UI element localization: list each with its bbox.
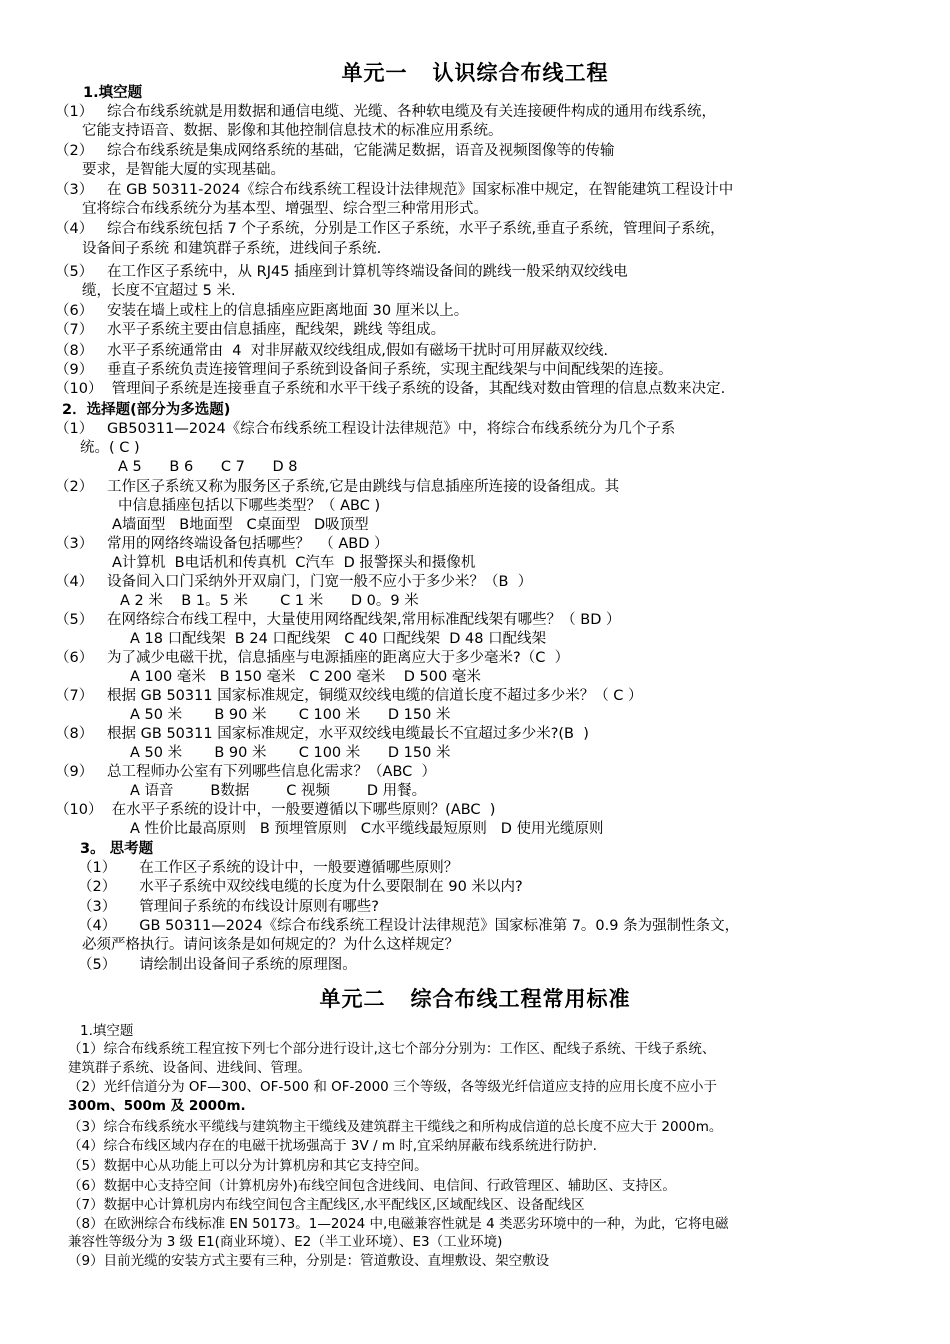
unit2-fill-line: （8）在欧洲综合布线标准 EN 50173。1—2024 中,电磁兼容性就是 4 类恶劣环境中的一种，为此，它将电磁 — [68, 1216, 729, 1232]
unit1-think-heading: 3。 思考题 — [80, 841, 154, 857]
unit1-choice-line: （9） 总工程师办公室有下列哪些信息化需求？（ABC ） — [55, 764, 437, 780]
unit1-fill-line: 宜将综合布线系统分为基本型、增强型、综合型三种常用形式。 — [82, 201, 488, 217]
unit2-fill-line: （7）数据中心计算机房内布线空间包含主配线区,水平配线区,区域配线区、设备配线区 — [68, 1197, 585, 1213]
unit1-fill-line: （2） 综合布线系统是集成网络系统的基础，它能满足数据，语音及视频图像等的传输 — [55, 143, 615, 159]
unit1-choice-line: A 语音 B数据 C 视频 D 用餐。 — [130, 783, 427, 799]
unit1-choice-line: A 2 米 B 1。5 米 C 1 米 D 0。9 米 — [120, 593, 419, 609]
unit1-fill-line: 缆，长度不宜超过 5 米. — [82, 283, 236, 299]
unit1-think-line: （5） 请绘制出设备间子系统的原理图。 — [78, 957, 357, 973]
unit2-title: 单元二 综合布线工程常用标准 — [319, 987, 631, 1011]
unit1-choice-line: （3） 常用的网络终端设备包括哪些？ （ ABD ） — [55, 536, 389, 552]
unit1-choice-line: 统。( C ) — [80, 440, 140, 456]
unit1-fill-line: （6） 安装在墙上或柱上的信息插座应距离地面 30 厘米以上。 — [55, 303, 469, 319]
unit1-fill-line: （9） 垂直子系统负责连接管理间子系统到设备间子系统，实现主配线架与中间配线架的连接。 — [55, 362, 673, 378]
unit1-choice-line: A 18 口配线架 B 24 口配线架 C 40 口配线架 D 48 口配线架 — [130, 631, 547, 647]
unit2-fill-line: 建筑群子系统、设备间、进线间、管理。 — [68, 1060, 311, 1076]
unit1-choice-line: A 50 米 B 90 米 C 100 米 D 150 米 — [130, 707, 451, 723]
unit1-choice-line: （4） 设备间入口门采纳外开双扇门，门宽一般不应小于多少米？（B ） — [55, 574, 533, 590]
unit2-fill-line: 300m、500m 及 2000m. — [68, 1098, 246, 1114]
unit1-fill-line: （3） 在 GB 50311-2024《综合布线系统工程设计法律规范》国家标准中规定，在智能建筑工程设计中 — [55, 182, 734, 198]
unit1-think-line: 必须严格执行。请问该条是如何规定的？为什么这样规定？ — [82, 937, 459, 953]
unit1-choice-heading: 2．选择题(部分为多选题) — [62, 402, 231, 418]
unit2-fill-line: （4）综合布线区域内存在的电磁干扰场强高于 3V / m 时,宜采纳屏蔽布线系统进行防护. — [68, 1138, 597, 1154]
unit2-fill-line: （6）数据中心支持空间（计算机房外)布线空间包含进线间、电信间、行政管理区、辅助区、支持区。 — [68, 1178, 676, 1194]
unit1-choice-line: 中信息插座包括以下哪些类型？（ ABC ) — [118, 498, 381, 514]
unit1-choice-line: A 性价比最高原则 B 预埋管原则 C水平缆线最短原则 D 使用光缆原则 — [130, 821, 604, 837]
unit2-fill-line: （3）综合布线系统水平缆线与建筑物主干缆线及建筑群主干缆线之和所构成信道的总长度不应大于 2000m。 — [68, 1119, 723, 1135]
unit1-choice-line: （5） 在网络综合布线工程中，大量使用网络配线架,常用标准配线架有哪些？（ BD ） — [55, 612, 621, 628]
unit2-fill-heading: 1.填空题 — [80, 1023, 134, 1039]
unit1-choice-line: A墙面型 B地面型 C桌面型 D吸顶型 — [112, 517, 369, 533]
unit1-fill-line: （8） 水平子系统通常由 4 对非屏蔽双绞线组成,假如有磁场干扰时可用屏蔽双绞线. — [55, 343, 608, 359]
unit1-fill-line: 它能支持语音、数据、影像和其他控制信息技术的标准应用系统。 — [82, 123, 503, 139]
unit1-fill-line: 要求，是智能大厦的实现基础。 — [82, 162, 285, 178]
unit1-choice-line: （8） 根据 GB 50311 国家标准规定，水平双绞线电缆最长不宜超过多少米?(B ) — [55, 726, 589, 742]
unit2-fill-line: （5）数据中心从功能上可以分为计算机房和其它支持空间。 — [68, 1158, 428, 1174]
unit2-fill-line: 兼容性等级分为 3 级 E1(商业环境）、E2（半工业环境）、E3（工业环境) — [68, 1234, 503, 1250]
unit1-choice-line: （10） 在水平子系统的设计中，一般要遵循以下哪些原则？(ABC ) — [55, 802, 496, 818]
unit2-fill-line: （9）目前光缆的安装方式主要有三种，分别是：管道敷设、直埋敷设、架空敷设 — [68, 1253, 550, 1269]
unit1-fill-line: （7） 水平子系统主要由信息插座，配线架，跳线 等组成。 — [55, 322, 446, 338]
unit1-choice-line: （6） 为了减少电磁干扰，信息插座与电源插座的距离应大于多少毫米?（C ） — [55, 650, 570, 666]
unit1-think-line: （4） GB 50311—2024《综合布线系统工程设计法律规范》国家标准第 7。0.9 条为强制性条文， — [78, 918, 740, 934]
unit1-fill-line: （10） 管理间子系统是连接垂直子系统和水平干线子系统的设备，其配线对数由管理的信息点数来决定. — [55, 381, 726, 397]
unit1-fill-line: 设备间子系统 和建筑群子系统，进线间子系统. — [82, 241, 382, 257]
unit1-think-line: （1） 在工作区子系统的设计中，一般要遵循哪些原则？ — [78, 860, 459, 876]
unit1-choice-line: （7） 根据 GB 50311 国家标准规定，铜缆双绞线电缆的信道长度不超过多少米？（ C ） — [55, 688, 643, 704]
unit1-choice-line: （1） GB50311—2024《综合布线系统工程设计法律规范》中，将综合布线系统分为几个子系 — [55, 421, 676, 437]
unit1-think-line: （2） 水平子系统中双绞线电缆的长度为什么要限制在 90 米以内? — [78, 879, 523, 895]
unit1-choice-line: A计算机 B电话机和传真机 C汽车 D 报警探头和摄像机 — [112, 555, 476, 571]
unit1-fill-line: （5） 在工作区子系统中，从 RJ45 插座到计算机等终端设备间的跳线一般采纳双绞线电 — [55, 264, 628, 280]
unit1-choice-line: A 5 B 6 C 7 D 8 — [118, 459, 298, 475]
unit1-choice-line: A 100 毫米 B 150 毫米 C 200 毫米 D 500 毫米 — [130, 669, 481, 685]
unit1-choice-line: （2） 工作区子系统又称为服务区子系统,它是由跳线与信息插座所连接的设备组成。其 — [55, 479, 620, 495]
unit1-fill-line: （4） 综合布线系统包括 7 个子系统，分别是工作区子系统，水平子系统,垂直子系统，管理间子系统， — [55, 221, 725, 237]
unit2-fill-line: （2）光纤信道分为 OF—300、OF-500 和 OF-2000 三个等级，各等级光纤信道应支持的应用长度不应小于 — [68, 1079, 718, 1095]
unit2-fill-line: （1）综合布线系统工程宜按下列七个部分进行设计,这七个部分分别为：工作区、配线子系统、干线子系统、 — [68, 1041, 716, 1057]
unit1-title: 单元一 认识综合布线工程 — [341, 61, 609, 85]
unit1-think-line: （3） 管理间子系统的布线设计原则有哪些? — [78, 899, 379, 915]
unit1-fill-heading: 1.填空题 — [83, 85, 143, 101]
unit1-fill-line: （1） 综合布线系统就是用数据和通信电缆、光缆、各种软电缆及有关连接硬件构成的通用布线系统， — [55, 104, 717, 120]
unit1-choice-line: A 50 米 B 90 米 C 100 米 D 150 米 — [130, 745, 451, 761]
